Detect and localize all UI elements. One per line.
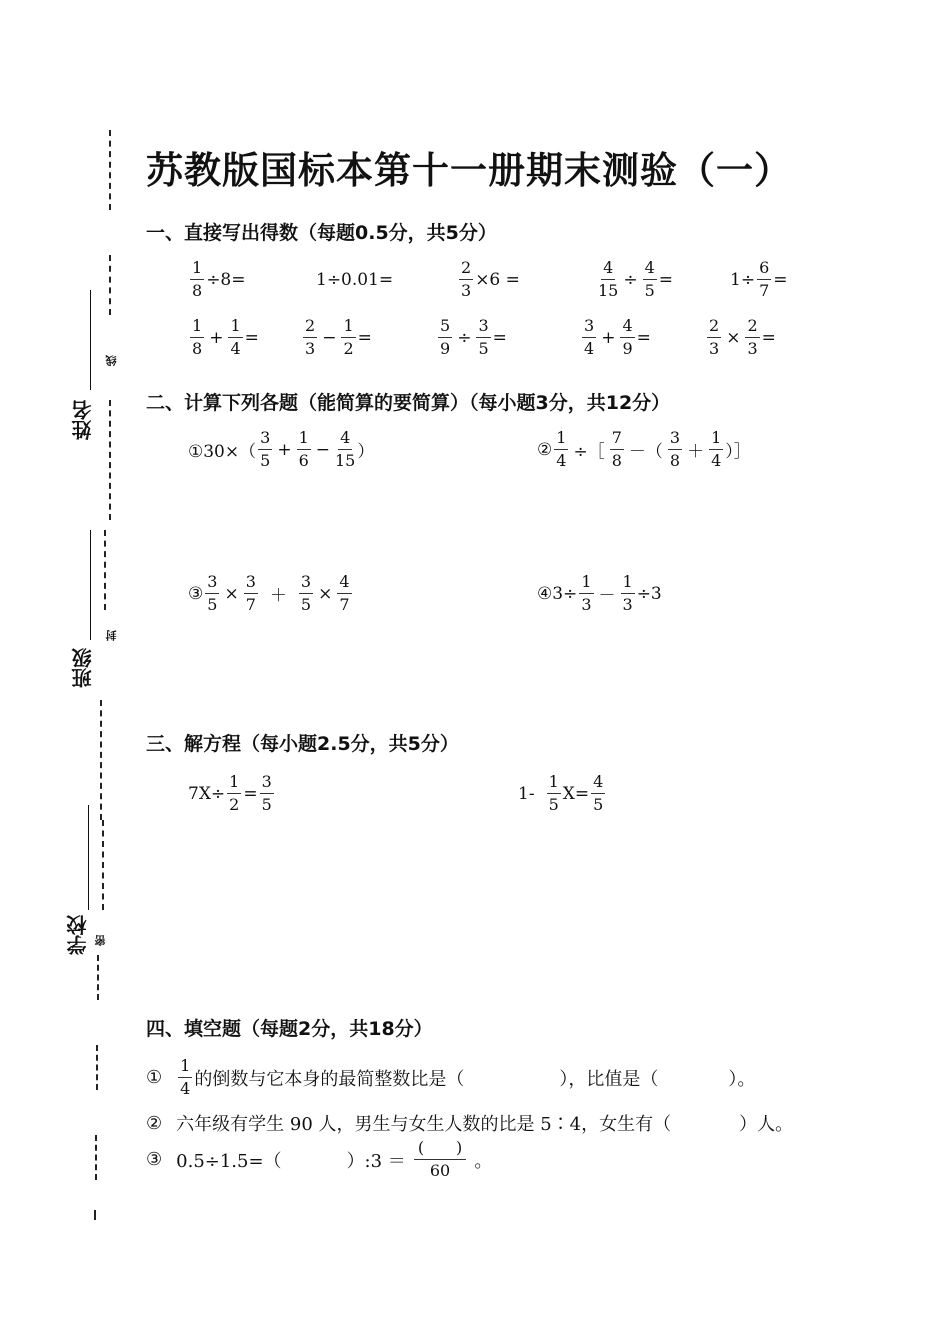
section4-heading: 四、填空题（每题2分，共18分） xyxy=(146,1018,433,1040)
margin-line-char: 线 xyxy=(105,355,118,366)
s1-r1-q4: $\frac{4}{15}$ ÷ $\frac{4}{5}$ = xyxy=(598,258,674,300)
margin-dash-6 xyxy=(97,955,99,1000)
school-underline xyxy=(88,805,89,910)
fraction: $\frac{1}{3}$ xyxy=(581,572,592,614)
fraction: $\frac{2}{3}$ xyxy=(461,258,472,300)
fraction: $\frac{2}{3}$ xyxy=(747,316,758,358)
s2-problem-1: ①30×（ $\frac{3}{5}$ + $\frac{1}{6}$ − $\frac{4}{15}$ ） xyxy=(188,428,375,470)
s1-r1-q1: $\frac{1}{8}$ ÷8= xyxy=(192,258,246,300)
s3-equation-2: 1- $\frac{1}{5}$ X= $\frac{4}{5}$ xyxy=(518,772,604,814)
s1-r1-q3: $\frac{2}{3}$ ×6 = xyxy=(461,258,520,300)
margin-secret-char: 密 xyxy=(94,935,107,946)
fraction: $\frac{5}{9}$ xyxy=(440,316,451,358)
margin-dash-3 xyxy=(104,530,106,610)
fraction: $\frac{1}{8}$ xyxy=(192,258,203,300)
fraction: $\frac{3}{5}$ xyxy=(207,572,218,614)
s4-fill-3: ③ 0.5÷1.5=（ ）:3 ＝ $\frac{( )}{60}$ 。 xyxy=(146,1138,493,1180)
fraction: $\frac{3}{5}$ xyxy=(300,572,312,614)
margin-dash-2 xyxy=(109,400,111,520)
s1-r2-q1: $\frac{1}{8}$ + $\frac{1}{4}$ = xyxy=(192,316,259,358)
margin-dash-8 xyxy=(95,1135,97,1180)
fraction: $\frac{3}{7}$ xyxy=(245,572,256,614)
fraction: $\frac{4}{5}$ xyxy=(644,258,655,300)
s4-fill-1: ① $\frac{1}{4}$ 的倒数与它本身的最简整数比是（ ），比值是（ ）。 xyxy=(146,1056,756,1098)
fraction: $\frac{2}{3}$ xyxy=(709,316,720,358)
page-title: 苏教版国标本第十一册期末测验（一） xyxy=(146,149,792,192)
s2-problem-4: ④3÷ $\frac{1}{3}$ － $\frac{1}{3}$ ÷3 xyxy=(537,572,662,614)
s2-problem-2: ② $\frac{1}{4}$ ÷［ $\frac{7}{8}$ －（ $\frac{3}{8}$ ＋ $\frac{1}{4}$ ）］ xyxy=(537,428,751,470)
s1-r1-q2: 1÷0.01= xyxy=(316,270,394,290)
fraction: $\frac{4}{9}$ xyxy=(622,316,633,358)
school-label: 学校 xyxy=(66,915,90,955)
fraction: $\frac{1}{4}$ xyxy=(711,428,722,470)
fraction: $\frac{1}{6}$ xyxy=(298,428,309,470)
fraction: $\frac{1}{8}$ xyxy=(192,316,203,358)
s1-r2-q5: $\frac{2}{3}$ × $\frac{2}{3}$ = xyxy=(709,316,776,358)
fraction: $\frac{1}{4}$ xyxy=(230,316,241,358)
s1-r2-q3: $\frac{5}{9}$ ÷ $\frac{3}{5}$ = xyxy=(440,316,507,358)
s1-r1-q5: 1÷ $\frac{6}{7}$ = xyxy=(730,258,788,300)
fraction: $\frac{( )}{60}$ xyxy=(414,1140,467,1179)
margin-dash-4 xyxy=(100,700,102,820)
section3-heading: 三、解方程（每小题2.5分，共5分） xyxy=(146,733,459,755)
margin-seal-char: 封 xyxy=(105,630,118,641)
s4-fill-2: ② 六年级有学生 90 人，男生与女生人数的比是 5∶4，女生有（ ）人。 xyxy=(146,1112,794,1135)
name-label: 姓名 xyxy=(71,400,95,440)
fraction: $\frac{1}{3}$ xyxy=(622,572,633,614)
fraction: $\frac{4}{5}$ xyxy=(593,772,604,814)
class-label: 班级 xyxy=(71,648,95,688)
fraction: $\frac{3}{5}$ xyxy=(261,772,272,814)
fraction: $\frac{6}{7}$ xyxy=(759,258,770,300)
s2-problem-3: ③ $\frac{3}{5}$ × $\frac{3}{7}$ ＋ $\frac{3}{5}$ × $\frac{4}{7}$ xyxy=(188,572,350,614)
fraction: $\frac{1}{4}$ xyxy=(180,1056,191,1098)
fraction: $\frac{1}{4}$ xyxy=(556,428,567,470)
fraction: $\frac{1}{2}$ xyxy=(229,772,240,814)
fraction: $\frac{4}{7}$ xyxy=(339,572,350,614)
fraction: $\frac{1}{2}$ xyxy=(343,316,354,358)
s1-r2-q4: $\frac{3}{4}$ + $\frac{4}{9}$ = xyxy=(584,316,651,358)
section2-heading: 二、计算下列各题（能简算的要简算）（每小题3分，共12分） xyxy=(146,392,671,414)
fraction: $\frac{4}{15}$ xyxy=(335,428,356,470)
fraction: $\frac{3}{5}$ xyxy=(260,428,271,470)
margin-dash-5 xyxy=(102,820,104,910)
name-underline xyxy=(90,290,91,390)
s1-r2-q2: $\frac{2}{3}$ − $\frac{1}{2}$ = xyxy=(305,316,372,358)
margin-dash-1 xyxy=(109,255,111,315)
margin-dash-7 xyxy=(96,1045,98,1090)
fraction: $\frac{4}{15}$ xyxy=(598,258,619,300)
fraction: $\frac{1}{5}$ xyxy=(548,772,559,814)
class-underline xyxy=(90,530,91,640)
fraction: $\frac{3}{8}$ xyxy=(669,428,681,470)
fraction: $\frac{3}{5}$ xyxy=(478,316,489,358)
fraction: $\frac{7}{8}$ xyxy=(611,428,622,470)
margin-dash-top xyxy=(109,130,111,210)
s3-equation-1: 7X÷ $\frac{1}{2}$ = $\frac{3}{5}$ xyxy=(188,772,272,814)
margin-dash-9 xyxy=(94,1210,96,1220)
fraction: $\frac{3}{4}$ xyxy=(584,316,595,358)
section1-heading: 一、直接写出得数（每题0.5分，共5分） xyxy=(146,222,497,244)
fraction: $\frac{2}{3}$ xyxy=(305,316,316,358)
